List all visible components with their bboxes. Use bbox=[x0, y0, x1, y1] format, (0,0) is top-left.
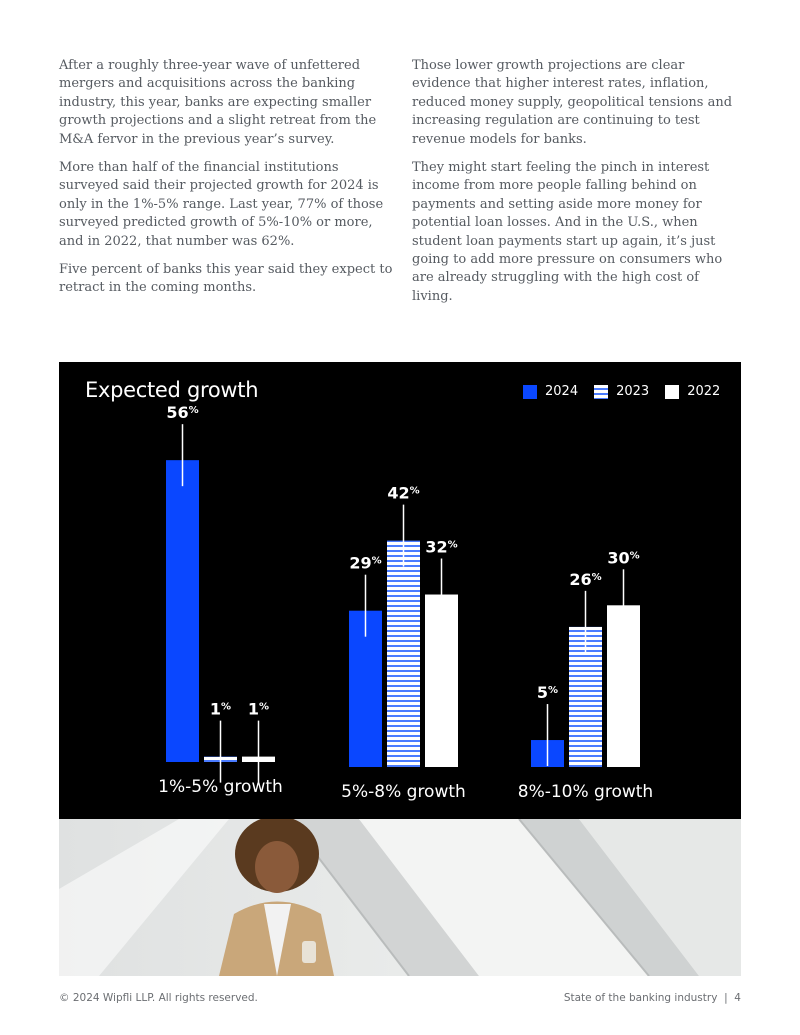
paragraph: More than half of the financial institutions surveyed said their projected growth for 2024 is only in the 1%-5% range. Last year, 77% of those surveyed predicted growth of 5%-10% or more, and in 2022, that number was 62%. bbox=[59, 160, 384, 249]
legend-label-2022: 2022 bbox=[687, 384, 721, 399]
legend-swatch-2023 bbox=[594, 385, 608, 399]
chart-canvas bbox=[59, 362, 741, 819]
paragraph: Those lower growth projections are clear evidence that higher interest rates, inflation, reduced money supply, geopolitical tensions and increasing regulation are continuing to test revenue models for banks. bbox=[412, 58, 733, 147]
woman-walking-photo bbox=[59, 819, 741, 976]
chart-legend bbox=[523, 384, 720, 399]
data-label-2023-2: 26% bbox=[569, 569, 602, 589]
data-label-2023-0: 1% bbox=[209, 699, 232, 719]
body-left-column bbox=[59, 57, 395, 308]
footer-copyright: © 2024 Wipfli LLP. All rights reserved. bbox=[59, 992, 258, 1004]
legend-label-2023: 2023 bbox=[616, 384, 650, 399]
legend-item-2024 bbox=[523, 384, 578, 399]
footer-page-info: State of the banking industry | 4 bbox=[563, 992, 741, 1004]
legend-swatch-2022 bbox=[665, 385, 679, 399]
data-label-2022-0: 1% bbox=[247, 699, 270, 719]
data-label-2024-0: 56% bbox=[166, 403, 199, 423]
photo-illustration bbox=[59, 819, 741, 976]
legend-item-2022 bbox=[665, 384, 720, 399]
paragraph: Five percent of banks this year said they expect to retract in the coming months. bbox=[59, 262, 393, 296]
expected-growth-chart bbox=[59, 362, 741, 819]
legend-item-2023 bbox=[594, 384, 649, 399]
data-label-2023-1: 42% bbox=[387, 483, 420, 503]
bar-2023-1 bbox=[387, 541, 420, 767]
category-label: 8%-10% growth bbox=[517, 782, 654, 802]
legend-label-2024: 2024 bbox=[545, 384, 579, 399]
data-label-2024-1: 29% bbox=[349, 553, 382, 573]
category-label: 5%-8% growth bbox=[341, 782, 466, 802]
data-label-2022-1: 32% bbox=[425, 537, 458, 557]
bar-2024-0 bbox=[166, 460, 199, 762]
category-label: 1%-5% growth bbox=[158, 777, 283, 797]
chart-title: Expected growth bbox=[85, 378, 259, 402]
body-right-column bbox=[412, 57, 742, 316]
data-label-2024-2: 5% bbox=[536, 683, 559, 703]
legend-swatch-2024 bbox=[523, 385, 537, 399]
paragraph: They might start feeling the pinch in interest income from more people falling behind on payments and setting aside more money for potential loan losses. And in the U.S., when student loan payments start up again, it’s just going to add more pressure on consumers who are already struggling with the high cost of living. bbox=[412, 160, 723, 304]
paragraph: After a roughly three-year wave of unfettered mergers and acquisitions across the banking industry, this year, banks are expecting smaller growth projections and a slight retreat from the M&A fervor in the previous year’s survey. bbox=[59, 58, 377, 147]
data-label-2022-2: 30% bbox=[607, 548, 640, 568]
